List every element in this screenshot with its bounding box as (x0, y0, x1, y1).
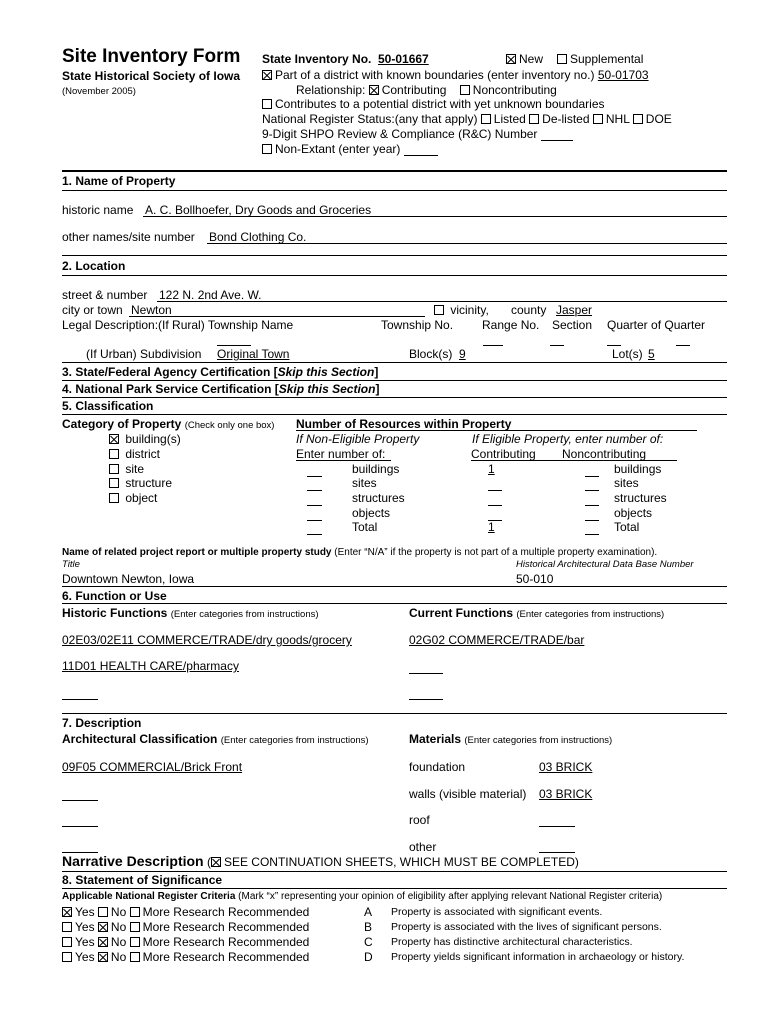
divider (62, 603, 727, 604)
contributing-column-header: Contributing (471, 447, 536, 461)
historic-functions-label: Historic Functions (62, 606, 168, 620)
noncontributing-structures-blank[interactable] (585, 505, 599, 506)
category-label-site: site (125, 462, 145, 476)
category-object[interactable] (109, 491, 157, 505)
criterion-d-text: Property yields significant information in archaeology or history. (391, 951, 685, 963)
historic-name-label: historic name (62, 203, 134, 217)
arch-classification-note: (Enter categories from instructions) (220, 735, 369, 746)
agency-name: State Historical Society of Iowa (62, 69, 241, 83)
nr-status-row (262, 112, 672, 126)
foundation-label: foundation (409, 760, 466, 774)
criterion-b-row (62, 920, 309, 934)
section-3-skip: Skip this Section (277, 365, 375, 379)
category-site[interactable] (109, 462, 144, 476)
new-checkbox[interactable] (506, 54, 516, 64)
street-value[interactable]: 122 N. 2nd Ave. W. (159, 288, 262, 302)
more-research-label: More Research Recommended (142, 950, 310, 964)
noncontributing-buildings-blank[interactable] (585, 476, 599, 477)
contributing-total-value[interactable]: 1 (488, 520, 495, 534)
noneligible-objects-blank[interactable] (307, 520, 322, 521)
criterion-c-more-checkbox[interactable] (130, 937, 140, 947)
doe-label: DOE (645, 112, 672, 126)
urban-label: (If Urban) Subdivision (86, 347, 202, 361)
section-8-heading: 8. Statement of Significance (62, 873, 223, 887)
historic-functions-note: (Enter categories from instructions) (170, 609, 319, 620)
yes-label: Yes (75, 950, 95, 964)
arch-classification-heading (62, 732, 369, 746)
form-revision: (November 2005) (62, 86, 136, 97)
potential-district-checkbox[interactable] (262, 99, 272, 109)
relationship-label: Relationship: (296, 83, 366, 97)
noneligible-buildings-blank[interactable] (307, 476, 322, 477)
criterion-c-yes-checkbox[interactable] (62, 937, 72, 947)
section-4-title: 4. National Park Service Certification [ (62, 382, 279, 396)
nhl-label: NHL (605, 112, 630, 126)
noneligible-sites-blank[interactable] (307, 490, 322, 491)
walls-value[interactable]: 03 BRICK (539, 787, 593, 801)
criterion-d-yes-checkbox[interactable] (62, 952, 72, 962)
nonextant-year-field[interactable] (404, 144, 438, 156)
criterion-b-text: Property is associated with the lives of significant persons. (391, 921, 662, 933)
current-function-3-blank[interactable] (409, 699, 443, 700)
potential-district-label: Contributes to a potential district with yet unknown boundaries (275, 97, 605, 111)
criterion-a-letter: A (364, 905, 373, 919)
divider (62, 380, 727, 381)
inventory-number[interactable]: 50-01667 (378, 52, 429, 66)
object-checkbox[interactable] (109, 493, 119, 503)
street-label: street & number (62, 288, 148, 302)
continuation-sheets-checkbox[interactable] (211, 857, 221, 867)
criteria-label: Applicable National Register Criteria (62, 891, 236, 902)
site-checkbox[interactable] (109, 464, 119, 474)
category-label-structure: structure (125, 476, 173, 490)
criterion-a-text: Property is associated with significant events. (391, 906, 603, 918)
structure-checkbox[interactable] (109, 478, 119, 488)
category-structure[interactable] (109, 476, 172, 490)
hadb-number-value[interactable]: 50-010 (516, 572, 554, 586)
eligible-header-line (471, 460, 677, 461)
related-study-note: (Enter “N/A” if the property is not part of a multiple property examination). (334, 547, 658, 558)
quarter-of-quarter-line (676, 345, 690, 346)
yes-label: Yes (75, 935, 95, 949)
township-no-label: Township No. (381, 318, 454, 332)
resource-label-sites-right: sites (614, 476, 639, 490)
section-4-skip: Skip this Section (278, 382, 376, 396)
nonextant-checkbox[interactable] (262, 144, 272, 154)
delisted-label: De-listed (542, 112, 590, 126)
criterion-c-letter: C (364, 935, 373, 949)
criterion-a-more-checkbox[interactable] (130, 907, 140, 917)
eligible-label: If Eligible Property, enter number of: (472, 432, 664, 446)
category-label-building: building(s) (125, 432, 181, 446)
criterion-d-row (62, 950, 309, 964)
other-names-line (207, 243, 727, 244)
city-line (129, 316, 425, 317)
supplemental-checkbox[interactable] (557, 54, 567, 64)
enter-number-label: Enter number of: (296, 447, 386, 461)
divider (62, 414, 727, 415)
criterion-d-no-checkbox[interactable] (98, 952, 108, 962)
section-line (550, 345, 564, 346)
yes-label: Yes (75, 905, 95, 919)
resources-heading: Number of Resources within Property (296, 417, 512, 431)
section-7-heading: 7. Description (62, 716, 142, 730)
narrative-description-label: Narrative Description (62, 853, 204, 869)
more-research-label: More Research Recommended (142, 920, 310, 934)
section-6-heading: 6. Function or Use (62, 589, 167, 603)
listed-checkbox[interactable] (481, 114, 491, 124)
more-research-label: More Research Recommended (142, 935, 310, 949)
resource-label-total-right: Total (614, 520, 640, 534)
noncontributing-total-blank[interactable] (585, 534, 599, 535)
criterion-c-text: Property has distinctive architectural characteristics. (391, 936, 633, 948)
other-names-value[interactable]: Bond Clothing Co. (209, 230, 307, 244)
arch-classification-1[interactable]: 09F05 COMMERCIAL/Brick Front (62, 760, 243, 774)
current-functions-label: Current Functions (409, 606, 513, 620)
criterion-b-letter: B (364, 920, 373, 934)
district-number[interactable]: 50-01703 (597, 68, 649, 82)
contributing-structures-blank[interactable] (488, 505, 502, 506)
non-eligible-label: If Non-Eligible Property (296, 432, 420, 446)
section-2-heading: 2. Location (62, 259, 126, 273)
related-title-value[interactable]: Downtown Newton, Iowa (62, 572, 195, 586)
nr-status-label: National Register Status:(any that apply) (262, 112, 478, 126)
divider (62, 888, 727, 889)
narrative-description-row: Narrative Description ( SEE CONTINUATION SHEETS, WHICH MUST BE COMPLETED) (62, 853, 579, 869)
range-no-line (483, 345, 503, 346)
resource-label-total: Total (352, 520, 378, 534)
building-checkbox[interactable] (109, 434, 119, 444)
category-heading (62, 417, 274, 431)
district-part-checkbox[interactable] (262, 70, 272, 80)
contributing-buildings-value[interactable]: 1 (488, 462, 495, 476)
criteria-note: (Mark “x” representing your opinion of eligibility after applying relevant National Register criteria) (238, 891, 663, 902)
noneligible-structures-blank[interactable] (307, 505, 322, 506)
historic-function-1[interactable]: 02E03/02E11 COMMERCE/TRADE/dry goods/grocery (62, 633, 352, 647)
township-name-line (217, 345, 251, 346)
vicinity-checkbox[interactable] (434, 305, 444, 315)
category-district[interactable] (109, 447, 160, 461)
noncontributing-sites-blank[interactable] (585, 490, 599, 491)
criterion-c-no-checkbox[interactable] (98, 937, 108, 947)
shpo-row (262, 127, 573, 141)
delisted-checkbox[interactable] (529, 114, 539, 124)
city-value[interactable]: Newton (131, 303, 172, 317)
current-functions-note: (Enter categories from instructions) (516, 609, 665, 620)
nonextant-option[interactable] (262, 142, 438, 156)
yes-label: Yes (75, 920, 95, 934)
section-5-heading: 5. Classification (62, 399, 154, 413)
relationship-row (296, 83, 557, 97)
criterion-b-more-checkbox[interactable] (130, 922, 140, 932)
category-label-district: district (125, 447, 161, 461)
noneligible-total-blank[interactable] (307, 534, 322, 535)
resource-label-sites: sites (352, 476, 377, 490)
other-label: other (409, 840, 437, 854)
roof-label: roof (409, 813, 430, 827)
no-label: No (110, 950, 127, 964)
category-label: Category of Property (62, 417, 182, 431)
city-label: city or town (62, 303, 123, 317)
criterion-b-no-checkbox[interactable] (98, 922, 108, 932)
district-part-label: Part of a district with known boundaries (enter inventory no.) (275, 68, 595, 82)
lot-value[interactable]: 5 (648, 347, 655, 361)
historic-functions-heading (62, 606, 319, 620)
criterion-d-letter: D (364, 950, 373, 964)
divider (62, 586, 727, 587)
no-label: No (110, 920, 127, 934)
criteria-heading (62, 891, 662, 902)
category-note: (Check only one box) (184, 420, 275, 431)
doe-checkbox[interactable] (633, 114, 643, 124)
noncontributing-label: Noncontributing (472, 83, 557, 97)
supplemental-label: Supplemental (570, 52, 644, 66)
hadb-label: Historical Architectural Data Base Number (516, 559, 694, 570)
narrative-note: SEE CONTINUATION SHEETS, WHICH MUST BE COMPLETED) (223, 855, 579, 869)
related-study-label: Name of related project report or multiple property study (62, 547, 332, 558)
materials-heading (409, 732, 612, 746)
more-research-label: More Research Recommended (142, 905, 310, 919)
related-study-row (62, 547, 657, 558)
vicinity-option[interactable] (434, 303, 489, 317)
divider (62, 190, 727, 191)
shpo-label: 9-Digit SHPO Review & Compliance (R&C) Number (262, 127, 538, 141)
arch-classification-2-blank[interactable] (62, 800, 98, 801)
criterion-a-no-checkbox[interactable] (98, 907, 108, 917)
nonextant-label: Non-Extant (enter year) (275, 142, 401, 156)
criterion-b-yes-checkbox[interactable] (62, 922, 72, 932)
resource-label-structures-right: structures (614, 491, 667, 505)
section-3-title: 3. State/Federal Agency Certification [ (62, 365, 278, 379)
resources-heading-line (296, 430, 697, 431)
quarter-label: Quarter of Quarter (607, 318, 706, 332)
current-function-2-blank[interactable] (409, 673, 443, 674)
shpo-field[interactable] (541, 129, 573, 141)
divider (62, 255, 727, 256)
enter-number-line (296, 460, 391, 461)
contributing-label: Contributing (381, 83, 447, 97)
historic-name-value[interactable]: A. C. Bollhoefer, Dry Goods and Groceries (145, 203, 372, 217)
category-building[interactable] (109, 432, 181, 446)
criterion-d-more-checkbox[interactable] (130, 952, 140, 962)
quarter-line (607, 345, 621, 346)
section-1-heading: 1. Name of Property (62, 174, 176, 188)
new-option[interactable] (506, 52, 543, 66)
noncontributing-checkbox[interactable] (460, 85, 470, 95)
form-title: Site Inventory Form (62, 46, 241, 67)
category-label-object: object (125, 491, 158, 505)
no-label: No (110, 905, 127, 919)
criterion-a-yes-checkbox[interactable] (62, 907, 72, 917)
listed-label: Listed (493, 112, 526, 126)
roof-blank[interactable] (539, 826, 575, 827)
vicinity-label: vicinity, (450, 303, 489, 317)
no-label: No (110, 935, 127, 949)
section-label: Section (552, 318, 593, 332)
contributing-checkbox[interactable] (369, 85, 379, 95)
noncontributing-objects-blank[interactable] (585, 520, 599, 521)
county-value[interactable]: Jasper (556, 303, 593, 317)
divider (62, 871, 727, 872)
foundation-value[interactable]: 03 BRICK (539, 760, 593, 774)
resource-label-objects: objects (352, 506, 391, 520)
divider (62, 397, 727, 398)
section-3-heading (62, 365, 378, 379)
divider (62, 170, 727, 172)
divider (62, 362, 727, 363)
section-4-bracket: ] (375, 382, 380, 396)
block-value[interactable]: 9 (459, 347, 466, 361)
current-functions-heading (409, 606, 664, 620)
criterion-c-row (62, 935, 309, 949)
walls-label: walls (visible material) (409, 787, 527, 801)
county-label: county (511, 303, 547, 317)
materials-note: (Enter categories from instructions) (464, 735, 613, 746)
historic-function-3-blank[interactable] (62, 699, 98, 700)
arch-classification-3-blank[interactable] (62, 826, 98, 827)
current-function-1[interactable]: 02G02 COMMERCE/TRADE/bar (409, 633, 585, 647)
resource-label-structures: structures (352, 491, 405, 505)
title-label: Title (62, 559, 80, 570)
potential-district-option[interactable] (262, 97, 605, 111)
range-no-label: Range No. (482, 318, 540, 332)
noncontributing-column-header: Noncontributing (562, 447, 647, 461)
legal-description-label: Legal Description:(If Rural) Township Name (62, 318, 294, 332)
resource-label-buildings-right: buildings (614, 462, 662, 476)
historic-function-2[interactable]: 11D01 HEALTH CARE/pharmacy (62, 659, 239, 673)
inventory-label: State Inventory No. (262, 52, 372, 66)
criterion-a-row (62, 905, 309, 919)
block-label: Block(s) (409, 347, 453, 361)
lot-label: Lot(s) (612, 347, 643, 361)
resource-label-buildings: buildings (352, 462, 400, 476)
nhl-checkbox[interactable] (593, 114, 603, 124)
divider (62, 713, 727, 714)
section-3-bracket: ] (374, 365, 379, 379)
street-line (157, 301, 727, 302)
divider (62, 275, 727, 276)
resource-label-objects-right: objects (614, 506, 653, 520)
district-part-option[interactable] (262, 68, 649, 82)
subdivision-value[interactable]: Original Town (217, 347, 290, 361)
materials-label: Materials (409, 732, 462, 746)
section-4-heading (62, 382, 379, 396)
district-checkbox[interactable] (109, 449, 119, 459)
other-names-label: other names/site number (62, 230, 195, 244)
historic-name-line (143, 216, 727, 217)
contributing-sites-blank[interactable] (488, 490, 502, 491)
arch-classification-label: Architectural Classification (62, 732, 218, 746)
new-label: New (519, 52, 544, 66)
supplemental-option[interactable] (557, 52, 643, 66)
